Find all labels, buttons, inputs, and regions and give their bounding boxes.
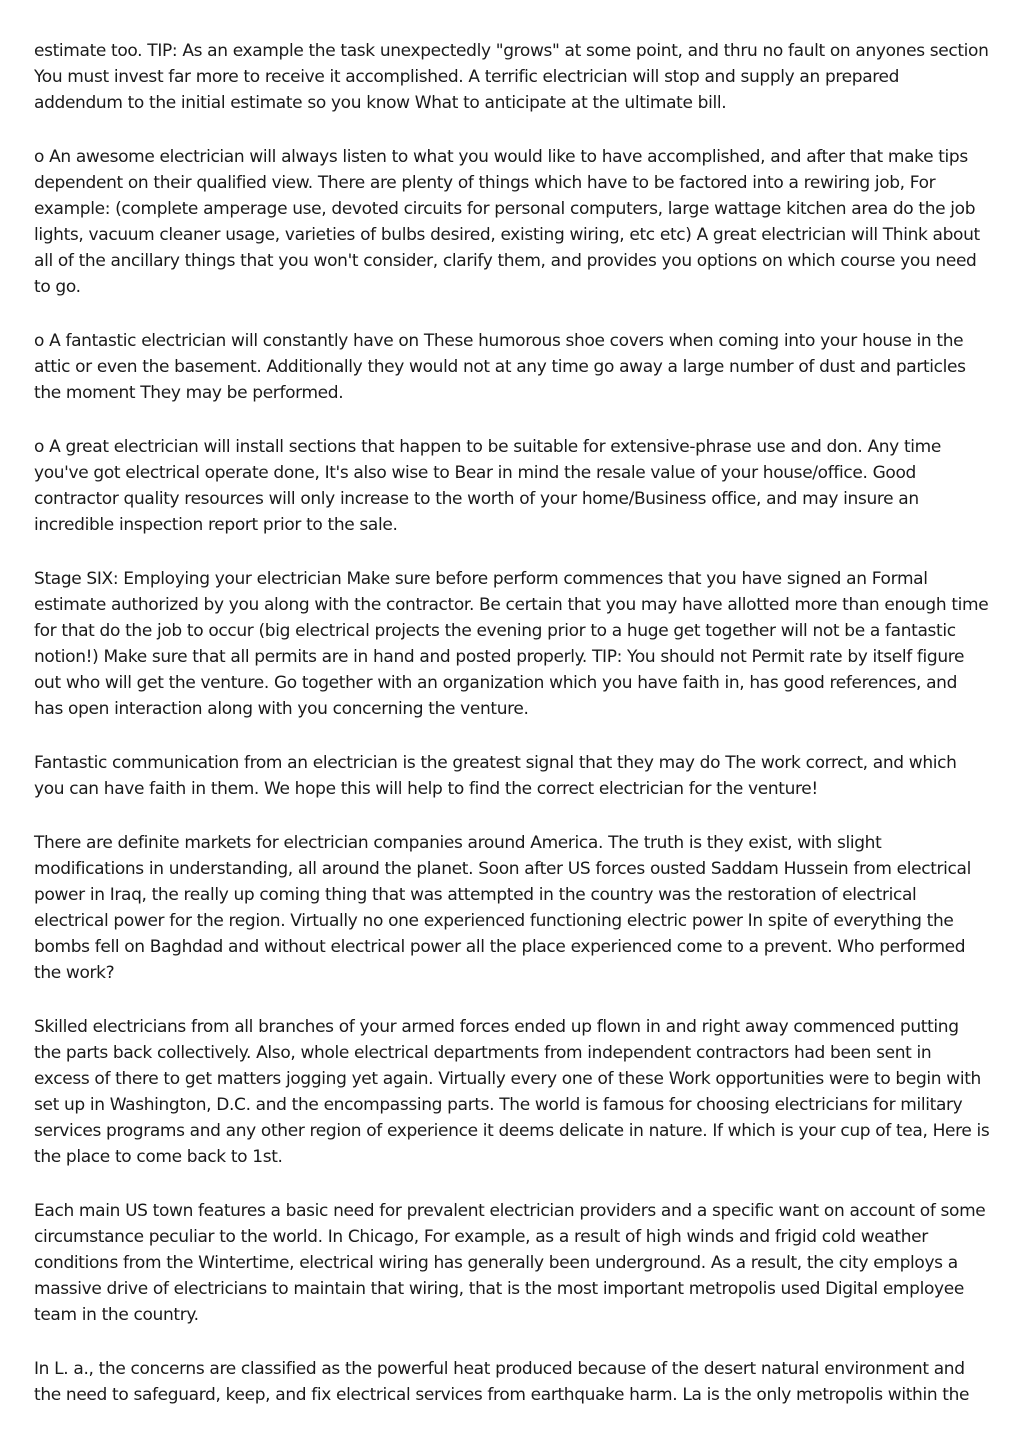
paragraph-skilled-electricians: Skilled electricians from all branches of your armed forces ended up flown in and right away commenced putting the parts back collectively. Also, whole electrical departments from independent contractors had been sent in excess of there to get matters jogging yet again. Virtually every one of these Work opportunities were to begin with set up in Washington, D.C. and the encompassing parts. The world is famous for choosing electricians for military services programs and any other region of experience it deems delicate in nature. If which is your cup of tea, Here is the place to come back to 1st. [34,1017,990,1167]
paragraph-install-sections: o A great electrician will install sections that happen to be suitable for extensive-phrase use and don. Any time you've got electrical operate done, It's also wise to Bear in mind the resale value of your house/office. Good contractor quality resources will only increase to the worth of your home/Business office, and may insure an incredible inspection report prior to the sale. [34,437,941,535]
paragraph-los-angeles: In L. a., the concerns are classified as the powerful heat produced because of the desert natural environment and the need to safeguard, keep, and fix electrical services from earthquake harm. La is the only metropolis within the [34,1359,970,1405]
paragraph-awesome-electrician: o An awesome electrician will always listen to what you would like to have accomplished, and after that make tips dependent on their qualified view. There are plenty of things which have to be factored into a rewiring job, For example: (complete amperage use, devoted circuits for personal computers, large wattage kitchen area do the job lights, vacuum cleaner usage, varieties of bulbs desired, existing wiring, etc etc) A great electrician will Think about all of the ancillary things that you won't consider, clarify them, and provides you options on which course you need to go. [34,147,980,297]
paragraph-stage-six: Stage SIX: Employing your electrician Make sure before perform commences that you have signed an Formal estimate authorized by you along with the contractor. Be certain that you may have allotted more than enough time for that do the job to occur (big electrical projects the evening prior to a huge get together will not be a fantastic notion!) Make sure that all permits are in hand and posted properly. TIP: You should not Permit rate by itself figure out who will get the venture. Go together with an organization which you have faith in, has good references, and has open interaction along with you concerning the venture. [34,569,989,719]
paragraph-shoe-covers: o A fantastic electrician will constantly have on These humorous shoe covers when coming into your house in the attic or even the basement. Additionally they would not at any time go away a large number of dust and particles the moment They may be performed. [34,331,966,403]
paragraph-markets: There are definite markets for electrician companies around America. The truth is they exist, with slight modifications in understanding, all around the planet. Soon after US forces ousted Saddam Hussein from electrical power in Iraq, the really up coming thing that was attempted in the country was the restoration of electrical electrical power for the region. Virtually no one experienced functioning electric power In spite of everything the bombs fell on Baghdad and without electrical power all the place experienced come to a prevent. Who performed the work? [34,833,971,983]
paragraph-estimate-tip: estimate too. TIP: As an example the task unexpectedly "grows" at some point, and thru no fault on anyones section You must invest far more to receive it accomplished. A terrific electrician will stop and supply an prepared addendum to the initial estimate so you know What to anticipate at the ultimate bill. [34,41,989,113]
paragraph-chicago: Each main US town features a basic need for prevalent electrician providers and a specific want on account of some circumstance peculiar to the world. In Chicago, For example, as a result of high winds and frigid cold weather conditions from the Wintertime, electrical wiring has generally been underground. As a result, the city employs a massive drive of electricians to maintain that wiring, that is the most important metropolis used Digital employee team in the country. [34,1201,986,1325]
paragraph-communication: Fantastic communication from an electrician is the greatest signal that they may do The work correct, and which you can have faith in them. We hope this will help to find the correct electrician for the venture! [34,753,957,799]
